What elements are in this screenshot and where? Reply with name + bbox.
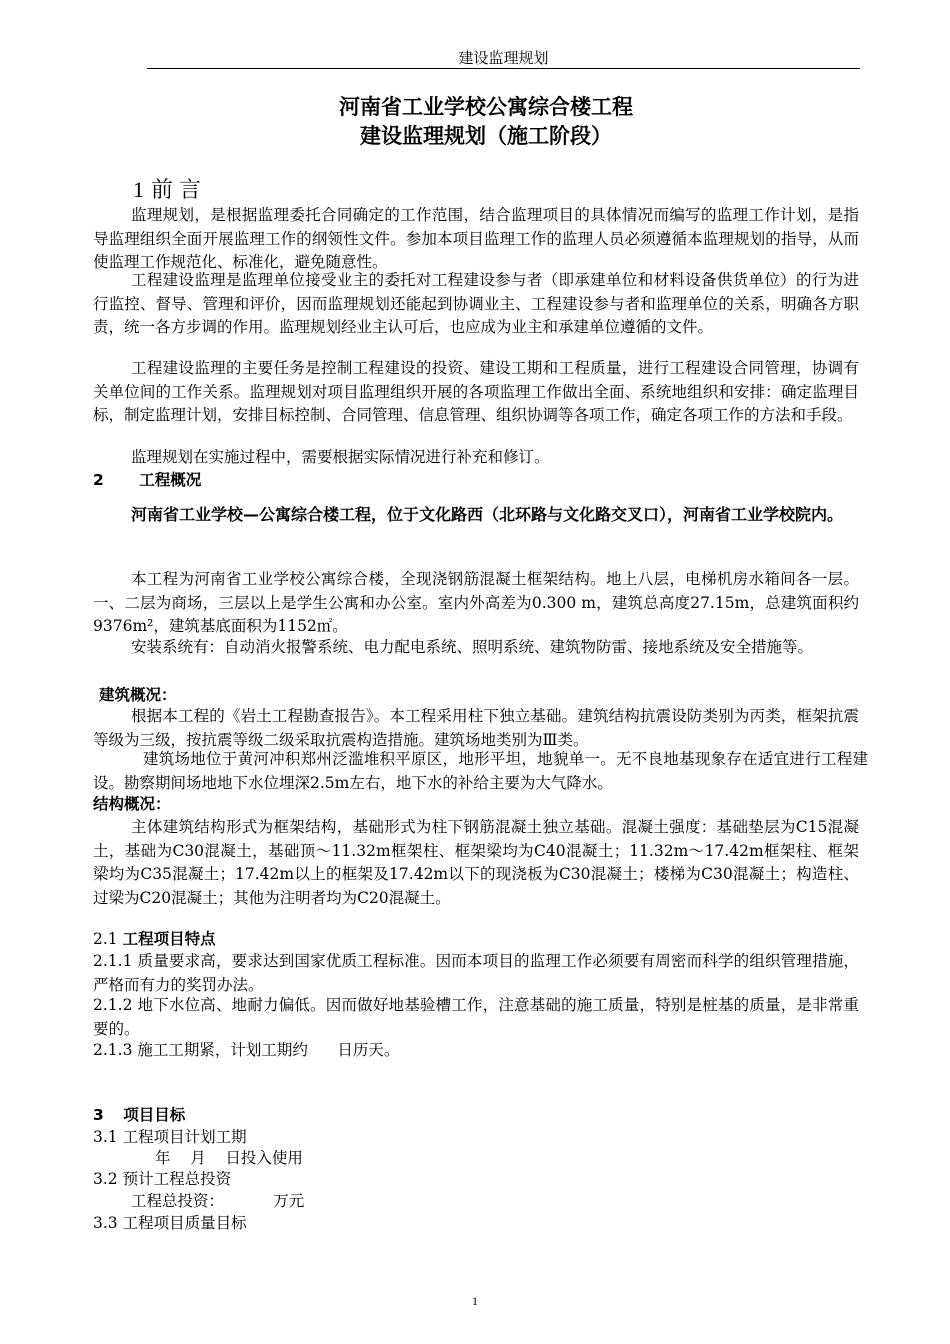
section-3-number: 3 [93, 1106, 104, 1124]
intro-paragraph-4: 监理规划在实施过程中，需要根据实际情况进行补充和修订。 [131, 448, 550, 466]
section-1-title: 前言 [151, 178, 208, 203]
goal-3-2-value: 工程总投资： 万元 [131, 1192, 305, 1210]
building-overview-paragraph-1: 根据本工程的《岩土工程勘查报告》。本工程采用柱下独立基础。建筑结构抗震设防类别为丙类，框架抗震等级为三级，按抗震等级二级采取抗震构造措施。建筑场地类别为Ⅲ类。 [93, 707, 859, 749]
section-3-title: 项目目标 [123, 1106, 186, 1124]
intro-paragraph-1: 监理规划，是根据监理委托合同确定的工作范围，结合监理项目的具体情况而编写的监理工作计划，是指导监理组织全面开展监理工作的纲领性文件。参加本项目监理工作的监理人员必须遵循本监理规划的指导，从而使监理工作规范化、标准化，避免随意性。 [93, 206, 859, 271]
section-3-heading [93, 1104, 185, 1126]
goal-3-2-label: 3.2 预计工程总投资 [93, 1170, 232, 1188]
features-number: 2.1 [93, 930, 118, 948]
building-overview-paragraph-2: 建筑场地位于黄河冲积郑州泛滥堆积平原区，地形平坦，地貌单一。无不良地基现象存在适宜进行工程建设。勘察期间场地地下水位埋深2.5m左右，地下水的补给主要为大气降水。 [93, 750, 868, 792]
goal-3-1-value: 年 月 日投入使用 [155, 1149, 303, 1167]
intro-paragraph-3: 工程建设监理的主要任务是控制工程建设的投资、建设工期和工程质量，进行工程建设合同管理，协调有关单位间的工作关系。监理规划对项目监理组织开展的各项监理工作做出全面、系统地组织和安排：确定监理目标，制定监理计划，安排目标控制、合同管理、信息管理、组织协调等各项工作，确定各项工作的方法和手段。 [93, 359, 859, 424]
running-header: 建设监理规划 [458, 49, 549, 67]
document-title-line-1: 河南省工业学校公寓综合楼工程 [339, 95, 633, 119]
intro-paragraph-2: 工程建设监理是监理单位接受业主的委托对工程建设参与者（即承建单位和材料设备供货单位）的行为进行监控、督导、管理和评价，因而监理规划还能起到协调业主、工程建设参与者和监理单位的关系，明确各方职责，统一各方步调的作用。监理规划经业主认可后，也应成为业主和承建单位遵循的文件。 [93, 271, 859, 336]
structure-overview-paragraph: 主体建筑结构形式为框架结构，基础形式为柱下钢筋混凝土独立基础。混凝土强度：基础垫层为C15混凝土，基础为C30混凝土，基础顶～11.32m框架柱、框架梁均为C40混凝土；11.32m～17.42m框架柱、框架梁均为C35混凝土；17.42m以上的框架及17.42m以下的现浇板为C30混凝土；楼梯为C30混凝土；构造柱、过梁为C20混凝土；其他为注明者均为C20混凝土。 [93, 818, 859, 907]
project-location-paragraph: 河南省工业学校—公寓综合楼工程，位于文化路西（北环路与文化路交叉口），河南省工业学校院内。 [131, 505, 844, 524]
feature-item-1: 2.1.1 质量要求高，要求达到国家优质工程标准。因而本项目的监理工作必须要有周密而科学的组织管理措施，严格而有力的奖罚办法。 [93, 952, 859, 994]
document-title-line-2: 建设监理规划（施工阶段） [360, 124, 612, 148]
installation-systems-paragraph: 安装系统有：自动消火报警系统、电力配电系统、照明系统、建筑物防雷、接地系统及安全措施等。 [131, 638, 814, 656]
header-divider [147, 68, 860, 69]
section-1-number: 1 [133, 177, 144, 202]
project-description-paragraph: 本工程为河南省工业学校公寓综合楼，全现浇钢筋混凝土框架结构。地上八层，电梯机房水箱间各一层。一、二层为商场，三层以上是学生公寓和办公室。室内外高差为0.300 m，建筑总高度27.15m，总建筑面积约9376m²，建筑基底面积为1152㎡。 [93, 570, 859, 635]
section-1-heading [133, 176, 207, 205]
section-2-heading [93, 469, 201, 491]
feature-item-2: 2.1.2 地下水位高、地耐力偏低。因而做好地基验槽工作，注意基础的施工质量，特别是桩基的质量，是非常重要的。 [93, 996, 859, 1038]
section-2-title: 工程概况 [139, 471, 202, 489]
section-2-number: 2 [93, 471, 104, 489]
structure-overview-heading: 结构概况： [93, 795, 171, 813]
features-title: 工程项目特点 [122, 930, 216, 948]
goal-3-1-label: 3.1 工程项目计划工期 [93, 1128, 247, 1146]
feature-item-3: 2.1.3 施工工期紧，计划工期约 日历天。 [93, 1041, 400, 1059]
building-overview-heading: 建筑概况： [99, 686, 177, 704]
page-number: 1 [472, 1294, 478, 1308]
goal-3-3-label: 3.3 工程项目质量目标 [93, 1214, 247, 1232]
features-heading [93, 928, 216, 950]
